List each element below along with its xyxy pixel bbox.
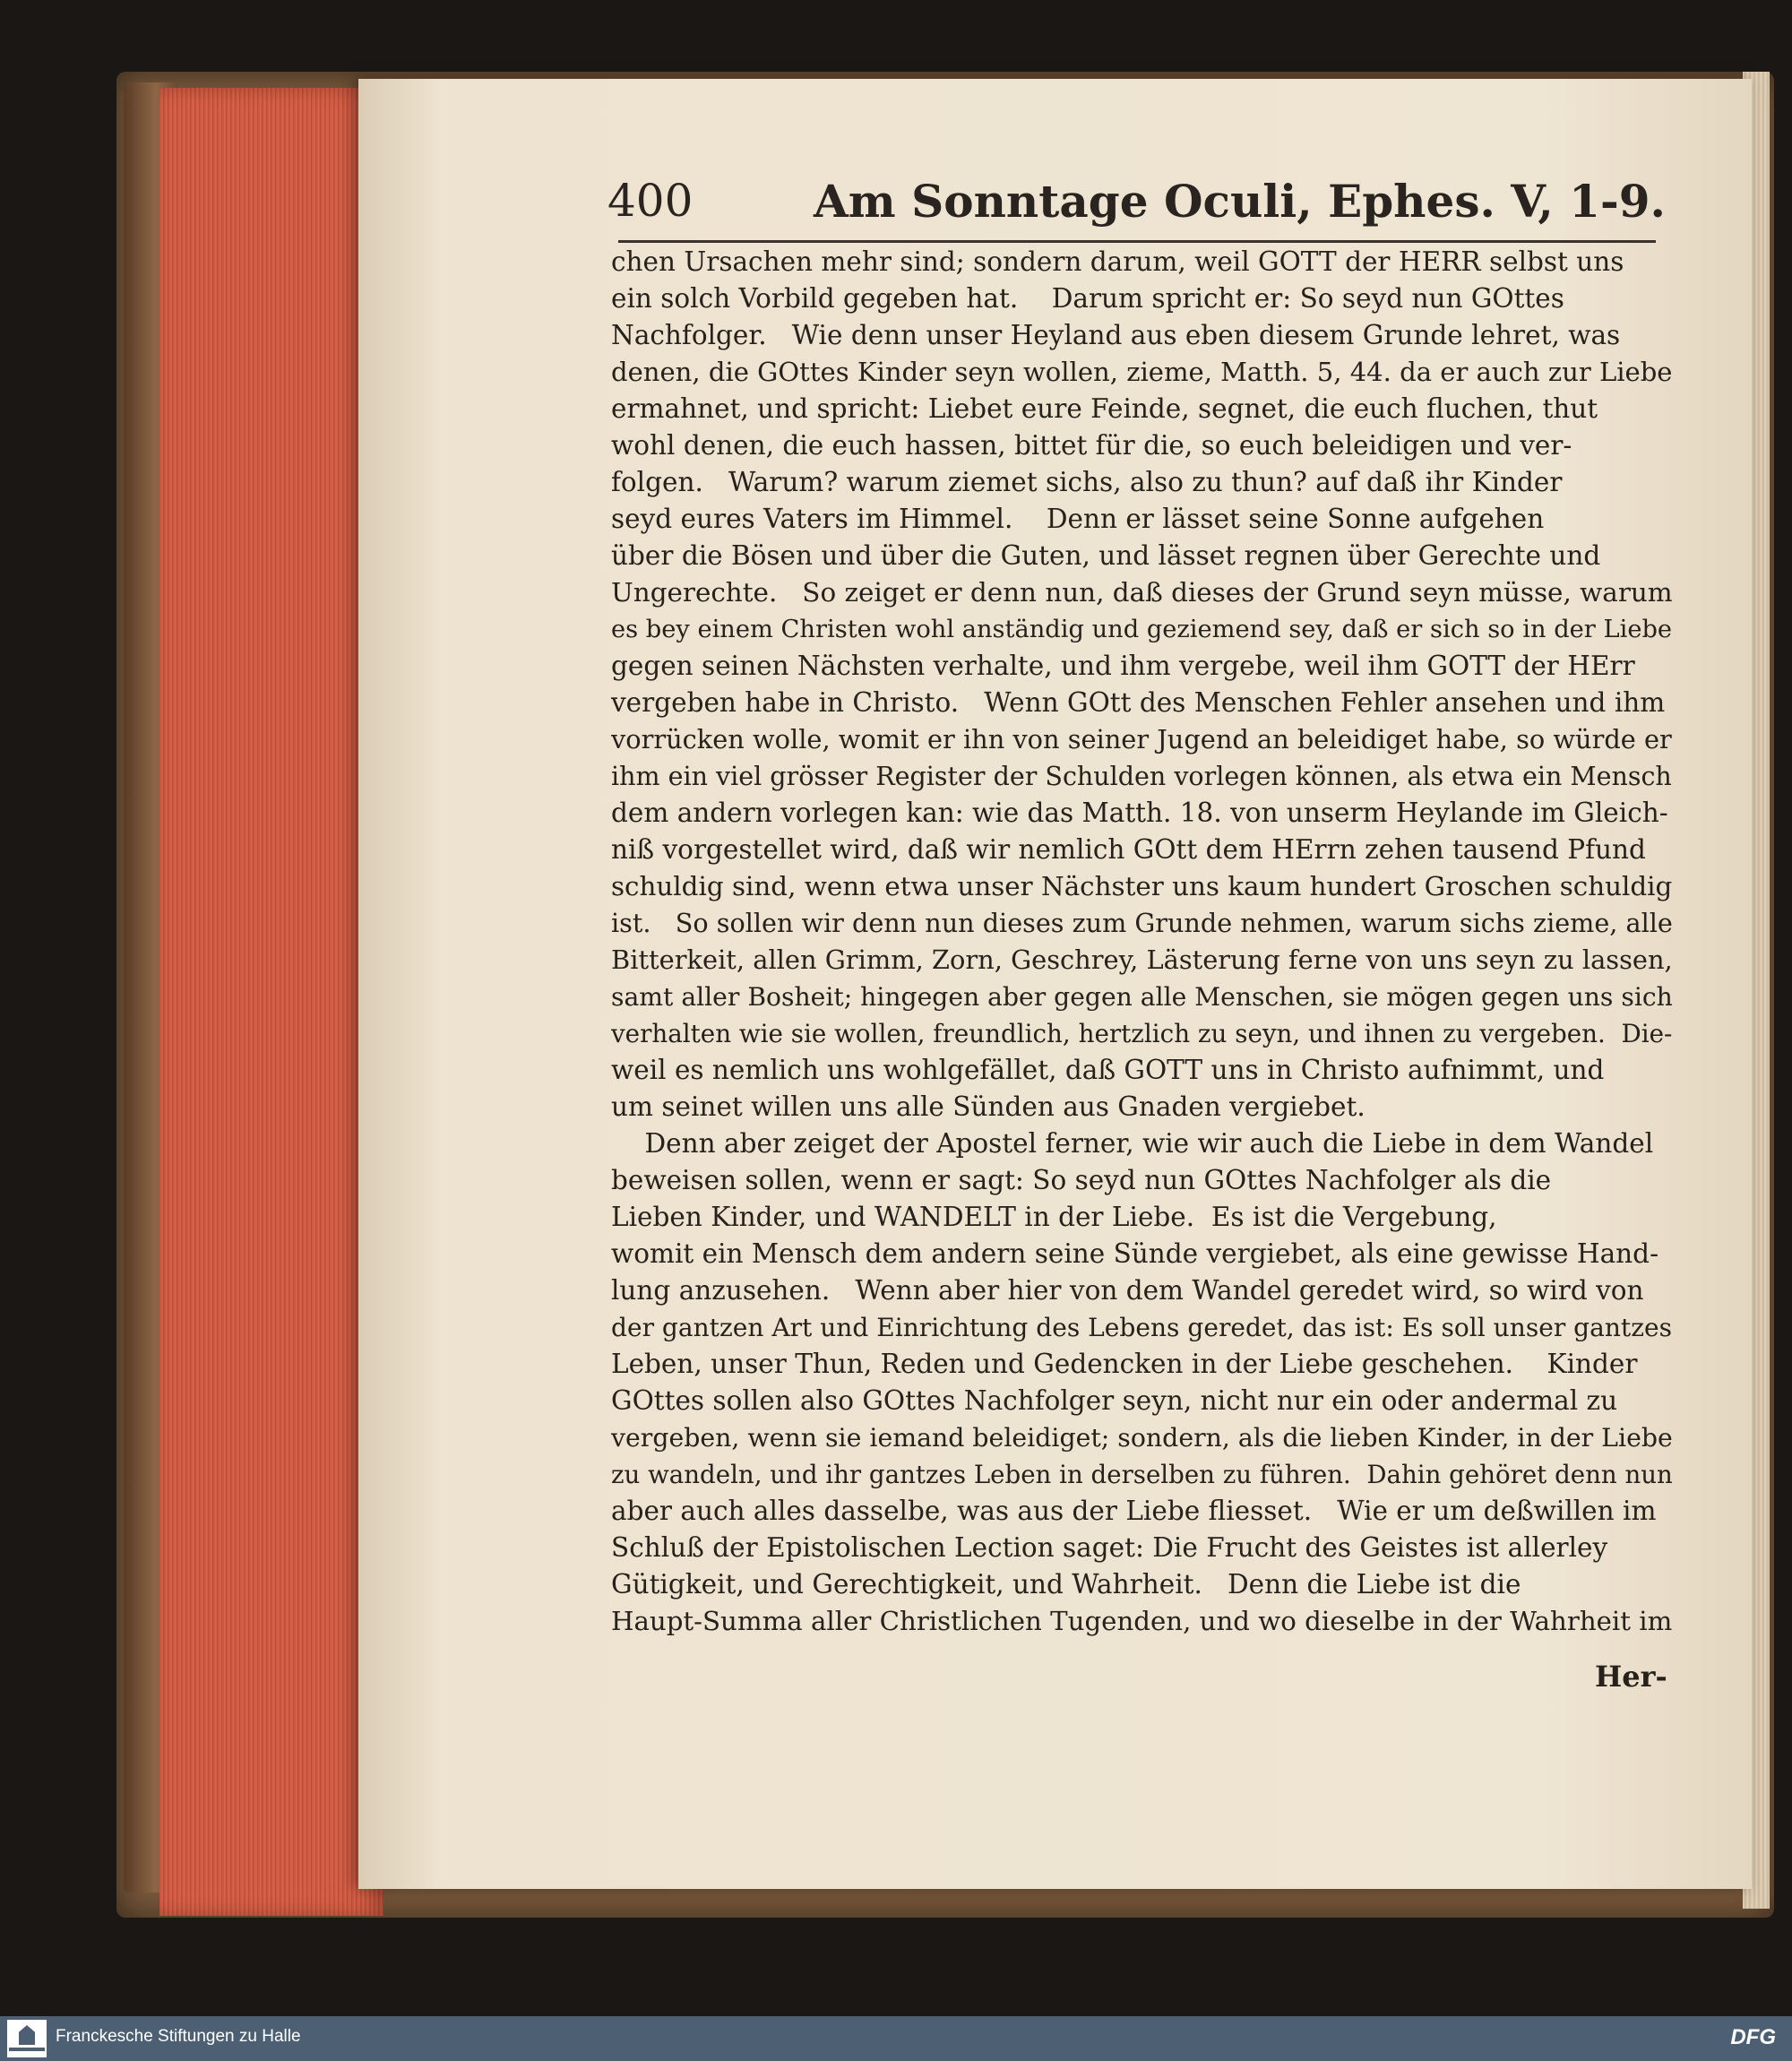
text-line: über die Bösen und über die Guten, und lässet regnen über Gerechte und <box>611 540 1601 571</box>
text-line: ist. So sollen wir denn nun dieses zum Grunde nehmen, warum sichs zieme, alle <box>611 908 1673 938</box>
text-line: Denn aber zeiget der Apostel ferner, wie wir auch die Liebe in dem Wandel <box>611 1128 1654 1159</box>
text-line: vergeben habe in Christo. Wenn GOtt des Menschen Fehler ansehen und ihm <box>611 687 1666 718</box>
text-line: denen, die GOttes Kinder seyn wollen, zieme, Matth. 5, 44. da er auch zur Liebe <box>611 357 1673 387</box>
viewer-footer <box>0 2016 1792 2061</box>
text-line: seyd eures Vaters im Himmel. Denn er lässet seine Sonne aufgehen <box>611 504 1545 534</box>
running-title: Am Sonntage Oculi, Ephes. V, 1-9. <box>814 175 1666 228</box>
red-page-edges <box>159 88 383 1916</box>
text-line: vorrücken wolle, womit er ihn von seiner Jugend an beleidiget habe, so würde er <box>611 724 1672 755</box>
text-line: lung anzusehen. Wenn aber hier von dem Wandel geredet wird, so wird von <box>611 1275 1644 1306</box>
text-line: es bey einem Christen wohl anständig und geziemend sey, daß er sich so in der Liebe <box>611 616 1673 643</box>
text-line: weil es nemlich uns wohlgefället, daß GOTT uns in Christo aufnimmt, und <box>611 1055 1605 1085</box>
text-line: Leben, unser Thun, Reden und Gedencken in der Liebe geschehen. Kinder <box>611 1349 1638 1379</box>
text-line: Bitterkeit, allen Grimm, Zorn, Geschrey, Lästerung ferne von uns seyn zu lassen, <box>611 944 1673 975</box>
header-rule <box>618 240 1656 243</box>
body-text <box>611 244 1673 1640</box>
text-line: dem andern vorlegen kan: wie das Matth. 18. von unserm Heylande im Gleich- <box>611 798 1668 828</box>
text-line: beweisen sollen, wenn er sagt: So seyd nun GOttes Nachfolger als die <box>611 1165 1552 1195</box>
text-line: der gantzen Art und Einrichtung des Lebens geredet, das ist: Es soll unser gantzes <box>611 1313 1672 1342</box>
text-line: schuldig sind, wenn etwa unser Nächster uns kaum hundert Groschen schuldig <box>611 871 1673 901</box>
institution-logo-icon[interactable] <box>7 2020 47 2057</box>
page-header <box>607 175 1666 237</box>
text-line: zu wandeln, und ihr gantzes Leben in derselben zu führen. Dahin gehöret denn nun <box>611 1460 1673 1489</box>
text-line: niß vorgestellet wird, daß wir nemlich GOtt dem HErrn zehen tausend Pfund <box>611 834 1646 865</box>
text-line: Ungerechte. So zeiget er denn nun, daß dieses der Grund seyn müsse, warum <box>611 577 1673 608</box>
text-line: chen Ursachen mehr sind; sondern darum, weil GOTT der HERR selbst uns <box>611 246 1624 277</box>
text-line: samt aller Bosheit; hingegen aber gegen alle Menschen, sie mögen gegen uns sich <box>611 982 1673 1012</box>
text-line: Haupt-Summa aller Christlichen Tugenden, und wo dieselbe in der Wahrheit im <box>611 1606 1673 1636</box>
dfg-logo: DFG <box>1730 2025 1776 2049</box>
page-number: 400 <box>607 175 694 227</box>
catchword: Her- <box>1595 1660 1667 1694</box>
institution-name: Franckesche Stiftungen zu Halle <box>56 2027 301 2046</box>
text-line: vergeben, wenn sie iemand beleidiget; sondern, als die lieben Kinder, in der Liebe <box>611 1423 1673 1453</box>
text-line: Nachfolger. Wie denn unser Heyland aus eben diesem Grunde lehret, was <box>611 320 1621 350</box>
text-line: Schluß der Epistolischen Lection saget: Die Frucht des Geistes ist allerley <box>611 1532 1608 1563</box>
text-line: folgen. Warum? warum ziemet sichs, also zu thun? auf daß ihr Kinder <box>611 467 1563 497</box>
text-line: gegen seinen Nächsten verhalte, und ihm vergebe, weil ihm GOTT der HErr <box>611 651 1635 681</box>
text-line: um seinet willen uns alle Sünden aus Gnaden vergiebet. <box>611 1091 1366 1122</box>
text-line: verhalten wie sie wollen, freundlich, hertzlich zu seyn, und ihnen zu vergeben. Die- <box>611 1019 1673 1048</box>
text-line: aber auch alles dasselbe, was aus der Liebe fliesset. Wie er um deßwillen im <box>611 1496 1657 1526</box>
text-line: wohl denen, die euch hassen, bittet für die, so euch beleidigen und ver- <box>611 430 1572 461</box>
text-line: Gütigkeit, und Gerechtigkeit, und Wahrheit. Denn die Liebe ist die <box>611 1569 1521 1600</box>
text-line: GOttes sollen also GOttes Nachfolger seyn, nicht nur ein oder andermal zu <box>611 1385 1618 1416</box>
text-line: ermahnet, und spricht: Liebet eure Feinde, segnet, die euch fluchen, thut <box>611 393 1598 424</box>
text-line: ein solch Vorbild gegeben hat. Darum spricht er: So seyd nun GOttes <box>611 283 1564 314</box>
text-line: ihm ein viel grösser Register der Schulden vorlegen können, als etwa ein Mensch <box>611 762 1672 791</box>
text-line: womit ein Mensch dem andern seine Sünde vergiebet, als eine gewisse Hand- <box>611 1238 1659 1269</box>
text-line: Lieben Kinder, und WANDELT in der Liebe. Es ist die Vergebung, <box>611 1202 1497 1232</box>
